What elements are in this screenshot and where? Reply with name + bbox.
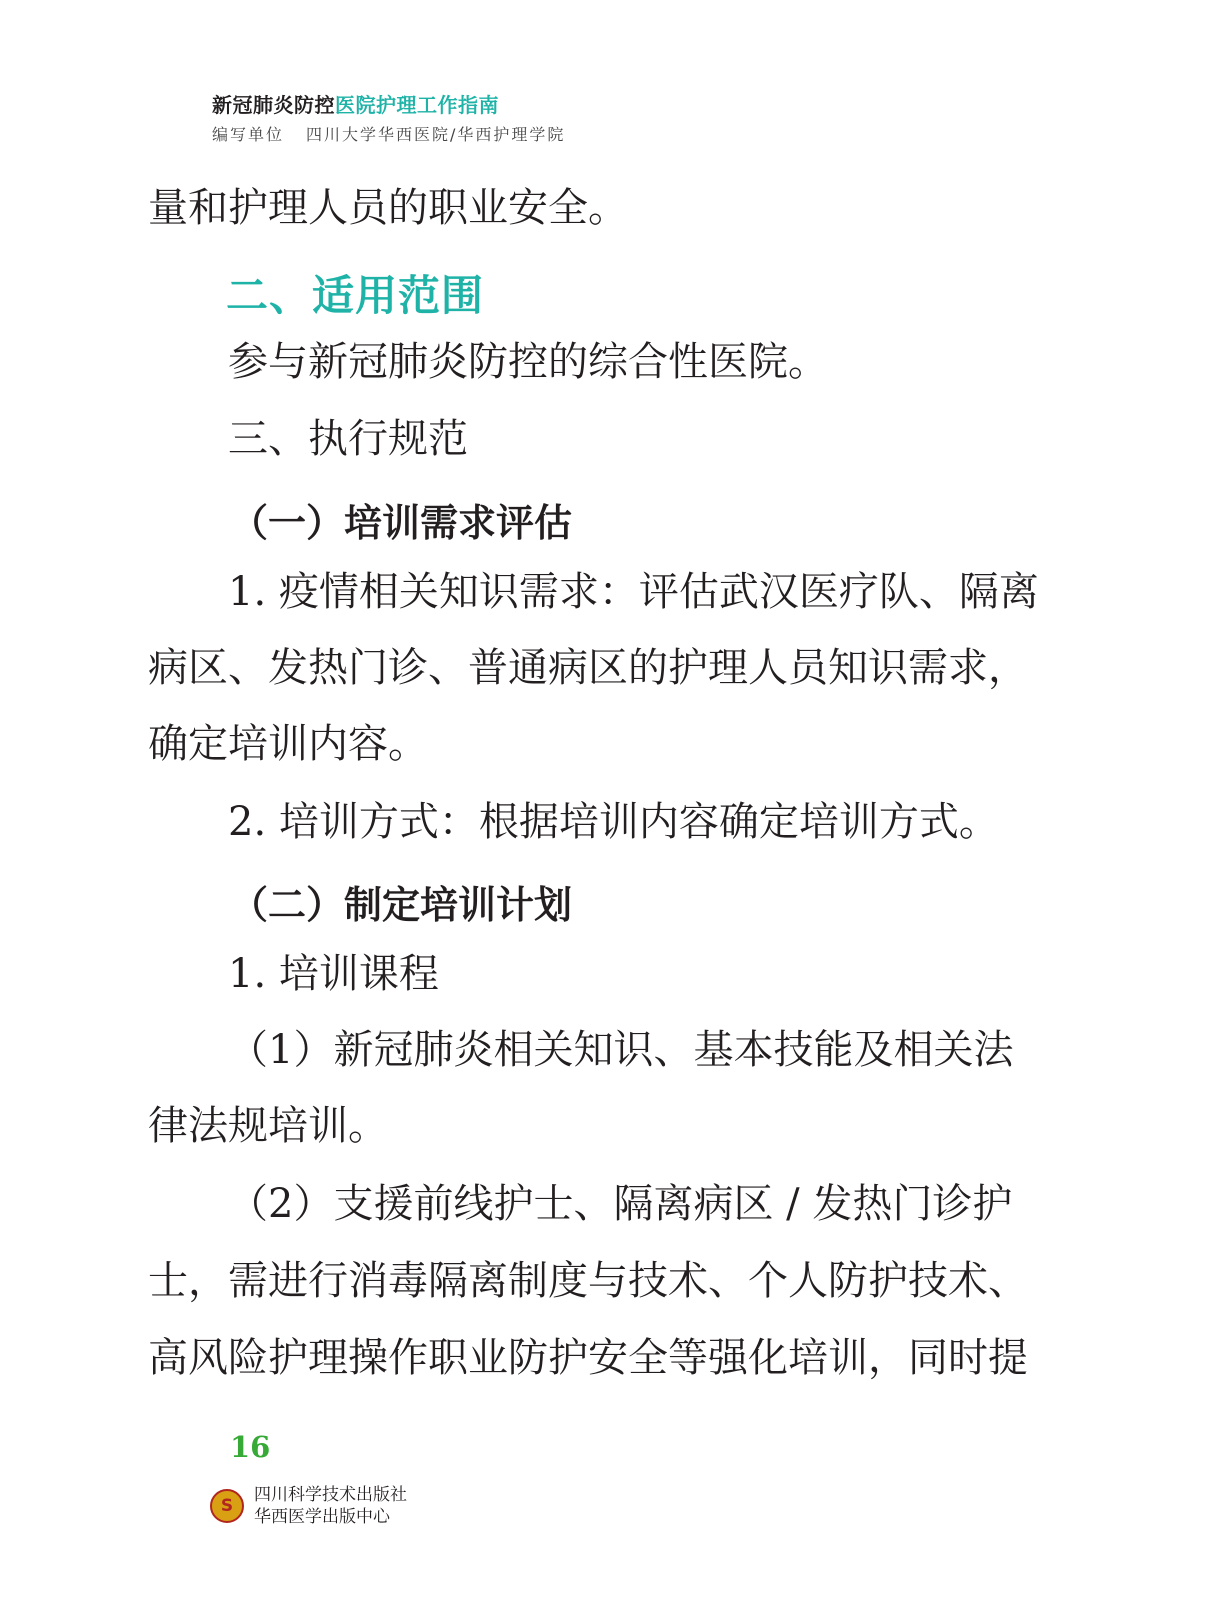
publisher-logo-icon: S <box>210 1489 244 1523</box>
body-line: 高风险护理操作职业防护安全等强化培训，同时提 <box>148 1335 1028 1381</box>
body-line: 2. 培训方式：根据培训内容确定培训方式。 <box>228 799 999 845</box>
header-title-part1: 新冠肺炎防控 <box>212 93 335 117</box>
body-line: 量和护理人员的职业安全。 <box>148 185 628 231</box>
body-line: 1. 培训课程 <box>228 951 439 997</box>
body-line: 确定培训内容。 <box>148 721 428 767</box>
publisher-footer <box>210 1484 407 1528</box>
publisher-line2: 华西医学出版中心 <box>254 1507 390 1527</box>
header-author <box>212 122 565 145</box>
header-author-label: 编写单位 <box>212 125 285 144</box>
page-number: 16 <box>230 1430 271 1464</box>
body-line: 士，需进行消毒隔离制度与技术、个人防护技术、 <box>148 1258 1028 1304</box>
body-line: 参与新冠肺炎防控的综合性医院。 <box>228 339 828 385</box>
header-author-value: 四川大学华西医院/华西护理学院 <box>306 125 566 144</box>
body-line: （2）支援前线护士、隔离病区 / 发热门诊护 <box>228 1181 1013 1227</box>
body-line: 律法规培训。 <box>148 1103 388 1149</box>
body-line: 病区、发热门诊、普通病区的护理人员知识需求， <box>148 645 1028 691</box>
subsection-heading: （一）培训需求评估 <box>230 501 573 545</box>
body-line: （1）新冠肺炎相关知识、基本技能及相关法 <box>228 1027 1014 1073</box>
publisher-line1: 四川科学技术出版社 <box>254 1485 407 1505</box>
header-title <box>212 89 499 118</box>
section-heading: 二、适用范围 <box>226 271 485 320</box>
publisher-names <box>254 1484 407 1528</box>
body-line: 1. 疫情相关知识需求：评估武汉医疗队、隔离 <box>228 569 1039 615</box>
subsection-heading: （二）制定培训计划 <box>230 883 573 927</box>
header-title-part2: 医院护理工作指南 <box>335 93 499 117</box>
section-heading: 三、执行规范 <box>228 416 468 462</box>
